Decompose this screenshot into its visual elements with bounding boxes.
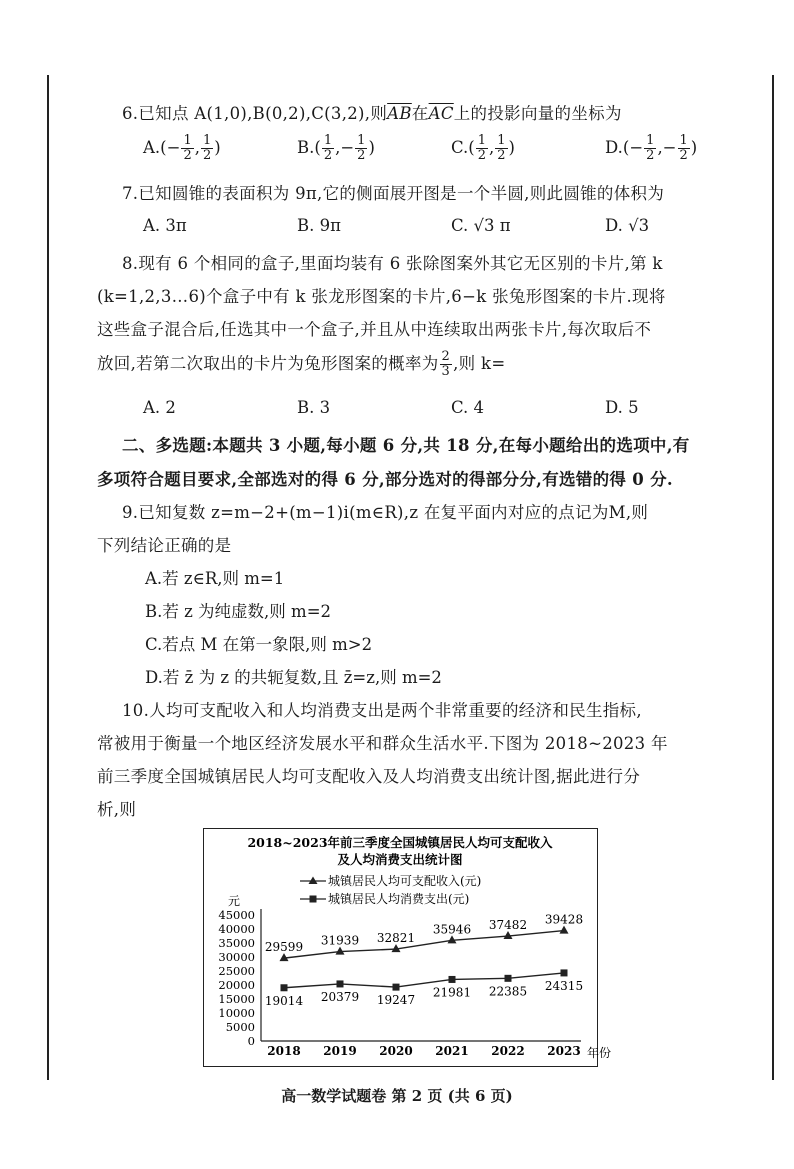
y-axis-ticks	[218, 908, 255, 1048]
q9-option-d: D.若 z̄ 为 z 的共轭复数,且 z̄=z,则 m=2	[145, 668, 442, 687]
q8-option-c: C. 4	[451, 398, 485, 417]
q7-option-a: A. 3π	[143, 216, 187, 235]
income-data-label: 32821	[376, 931, 416, 946]
q8-option-d: D. 5	[605, 398, 639, 417]
expense-point	[449, 976, 456, 983]
expense-data-label: 21981	[432, 985, 472, 1000]
expense-data-label: 19014	[264, 993, 304, 1008]
y-tick-label: 10000	[218, 1006, 255, 1020]
section-2-heading-line-1: 二、多选题:本题共 3 小题,每小题 6 分,共 18 分,在每小题给出的选项中,有	[122, 436, 690, 455]
income-data-label: 35946	[432, 922, 472, 937]
income-data-label: 39428	[544, 912, 584, 927]
question-10-line-1: 10.人均可支配收入和人均消费支出是两个非常重要的经济和民生指标,	[122, 701, 642, 720]
y-tick-label: 5000	[225, 1020, 255, 1034]
expense-point	[337, 980, 344, 987]
section-2-heading-line-2: 多项符合题目要求,全部选对的得 6 分,部分选对的得部分分,有选错的得 0 分.	[97, 470, 673, 489]
chart-axes	[261, 909, 584, 1041]
expense-point	[393, 984, 400, 991]
legend-label-income: 城镇居民人均可支配收入(元)	[328, 874, 482, 888]
q8-option-a: A. 2	[143, 398, 176, 417]
x-tick-label: 2020	[379, 1044, 413, 1058]
income-data-label: 31939	[320, 933, 360, 948]
x-tick-label: 2019	[323, 1044, 357, 1058]
q6-option-b: B.( $\frac{1}{2}$ ,− $\frac{1}{2}$ )	[297, 133, 375, 163]
expense-data-label: 19247	[376, 993, 416, 1008]
q7-option-c: C. √3 π	[451, 216, 511, 235]
x-axis-ticks	[267, 1044, 580, 1058]
y-tick-label: 35000	[218, 936, 255, 950]
expense-point	[561, 969, 568, 976]
question-9-line-1: 9.已知复数 z=m−2+(m−1)i(m∈R),z 在复平面内对应的点记为M,则	[122, 503, 649, 522]
question-8-line-4: 放回,若第二次取出的卡片为兔形图案的概率为 $\frac{2}{3}$ ,则 k=	[97, 349, 506, 379]
question-8-line-1: 8.现有 6 个相同的盒子,里面均装有 6 张除图案外其它无区别的卡片,第 k	[122, 254, 663, 273]
expense-point	[281, 984, 288, 991]
question-8-line-2: (k=1,2,3…6)个盒子中有 k 张龙形图案的卡片,6−k 张兔形图案的卡片.现将	[97, 287, 666, 306]
legend-square-marker	[310, 896, 317, 903]
expense-data-label: 22385	[488, 984, 528, 999]
q6-stem-prefix: 6.已知点 A(1,0),B(0,2),C(3,2),则	[122, 104, 388, 123]
x-tick-label: 2021	[435, 1044, 469, 1058]
expense-data-label: 24315	[544, 978, 584, 993]
income-point	[448, 935, 457, 943]
question-7-stem: 7.已知圆锥的表面积为 9π,它的侧面展开图是一个半圆,则此圆锥的体积为	[122, 184, 665, 203]
vector-ab: $\overline{AB}$	[387, 104, 412, 123]
question-10-line-4: 析,则	[97, 800, 137, 819]
income-data-label: 37482	[488, 918, 528, 933]
y-tick-label: 0	[247, 1034, 255, 1048]
legend-label-expense: 城镇居民人均消费支出(元)	[328, 892, 470, 906]
probability-fraction: $\frac{2}{3}$	[441, 349, 451, 379]
y-axis-label: 元	[228, 894, 241, 908]
x-tick-label: 2023	[547, 1044, 581, 1058]
y-tick-label: 45000	[218, 908, 255, 922]
q9-option-a: A.若 z∈R,则 m=1	[145, 569, 285, 588]
y-tick-label: 20000	[218, 978, 255, 992]
question-9-line-2: 下列结论正确的是	[97, 536, 232, 555]
expense-point	[505, 975, 512, 982]
q6-option-a: A.(− $\frac{1}{2}$ , $\frac{1}{2}$ )	[143, 133, 221, 163]
chart-title-line-2: 及人均消费支出统计图	[337, 852, 463, 867]
q9-option-c: C.若点 M 在第一象限,则 m>2	[145, 635, 373, 654]
q6-option-d: D.(− $\frac{1}{2}$ ,− $\frac{1}{2}$ )	[605, 133, 698, 163]
page-border-left	[47, 75, 49, 1080]
page-footer: 高一数学试题卷 第 2 页 (共 6 页)	[281, 1087, 513, 1105]
legend-triangle-marker	[309, 877, 318, 885]
y-tick-label: 15000	[218, 992, 255, 1006]
chart-svg	[204, 829, 612, 1066]
y-tick-label: 40000	[218, 922, 255, 936]
question-10-line-3: 前三季度全国城镇居民人均可支配收入及人均消费支出统计图,据此进行分	[97, 767, 641, 786]
statistics-chart	[203, 828, 612, 1067]
question-8-line-3: 这些盒子混合后,任选其中一个盒子,并且从中连续取出两张卡片,每次取后不	[97, 320, 652, 339]
income-data-label: 29599	[264, 940, 304, 955]
x-tick-label: 2022	[491, 1044, 525, 1058]
expense-data-label: 20379	[320, 989, 360, 1004]
chart-series	[265, 913, 583, 1008]
y-tick-label: 30000	[218, 950, 255, 964]
page-border-right	[772, 75, 774, 1080]
chart-legend	[300, 873, 481, 906]
income-point	[560, 926, 569, 934]
q7-option-d: D. √3	[605, 216, 650, 235]
income-point	[336, 947, 345, 955]
q9-option-b: B.若 z 为纯虚数,则 m=2	[145, 602, 332, 621]
q6-option-c: C.( $\frac{1}{2}$ , $\frac{1}{2}$ )	[451, 133, 515, 163]
y-tick-label: 25000	[218, 964, 255, 978]
q8-option-b: B. 3	[297, 398, 331, 417]
q7-option-b: B. 9π	[297, 216, 341, 235]
chart-title-line-1: 2018~2023年前三季度全国城镇居民人均可支配收入	[247, 835, 553, 850]
question-6-stem	[122, 100, 622, 124]
x-axis-label: 年份	[587, 1046, 612, 1060]
q6-stem-mid: 在	[411, 104, 429, 123]
x-tick-label: 2018	[267, 1044, 301, 1058]
q6-stem-suffix: 上的投影向量的坐标为	[453, 104, 622, 123]
question-10-line-2: 常被用于衡量一个地区经济发展水平和群众生活水平.下图为 2018~2023 年	[97, 734, 668, 753]
vector-ac: $\overline{AC}$	[428, 104, 454, 123]
